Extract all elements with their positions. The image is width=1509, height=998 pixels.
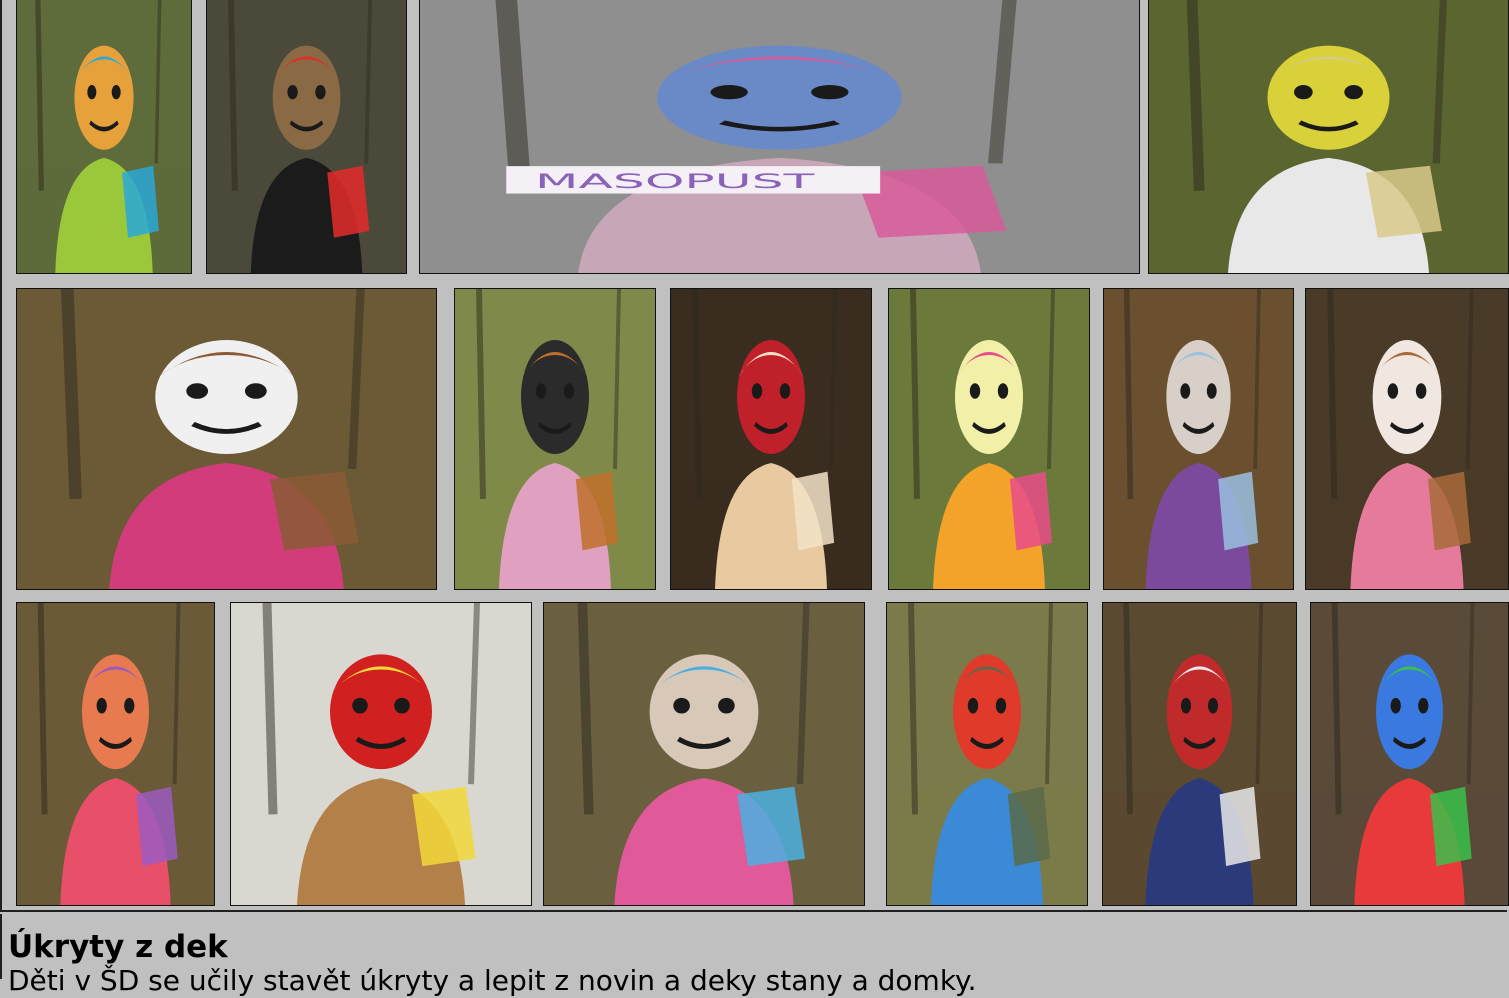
masopust-banner: MASOPUST	[535, 170, 815, 193]
box-mask-icon	[1306, 289, 1508, 589]
chick-mask-icon	[889, 289, 1089, 589]
photo-chick-mask[interactable]	[888, 288, 1090, 590]
article-section	[0, 914, 1507, 997]
photo-girl-horse-puppet[interactable]	[16, 288, 437, 590]
owl-costume-icon	[455, 289, 655, 589]
article-title: Úkryty z dek	[8, 929, 228, 965]
photo-red-mask-axe[interactable]	[206, 0, 407, 274]
photo-bird-mask[interactable]	[16, 0, 192, 274]
group-photo-icon	[420, 0, 1139, 273]
photo-two-kids-horses[interactable]	[543, 602, 865, 906]
article-text: Děti v ŠD se učily stavět úkryty a lepit z novin a deky stany a domky.	[8, 964, 977, 997]
photo-horse-mask[interactable]	[670, 288, 872, 590]
photo-devil-horns-wings[interactable]	[1103, 288, 1294, 590]
horse-puppet-icon	[17, 289, 436, 589]
photo-bear-mask[interactable]	[230, 602, 532, 906]
bird-mask-icon	[17, 0, 191, 273]
bear-mask-icon	[231, 603, 531, 905]
photo-boy-green-hat[interactable]	[886, 602, 1088, 906]
photo-postman-boy[interactable]	[1102, 602, 1297, 906]
photo-owl-costume[interactable]	[454, 288, 656, 590]
scythe-icon	[1149, 0, 1508, 273]
horse-mask-icon	[671, 289, 871, 589]
photo-group-masopust[interactable]	[419, 0, 1140, 274]
rainbow-wig-icon	[1311, 603, 1508, 905]
photo-box-mask-painting[interactable]	[1305, 288, 1509, 590]
photo-rainbow-wig[interactable]	[1310, 602, 1509, 906]
boy-hat-icon	[887, 603, 1087, 905]
photo-devil-mask-pink[interactable]	[16, 602, 215, 906]
red-mask-icon	[207, 0, 406, 273]
two-kids-icon	[544, 603, 864, 905]
photo-skeleton-scythe[interactable]	[1148, 0, 1509, 274]
devil-mask-icon	[17, 603, 214, 905]
devil-horns-icon	[1104, 289, 1293, 589]
postman-cap-icon	[1103, 603, 1296, 905]
